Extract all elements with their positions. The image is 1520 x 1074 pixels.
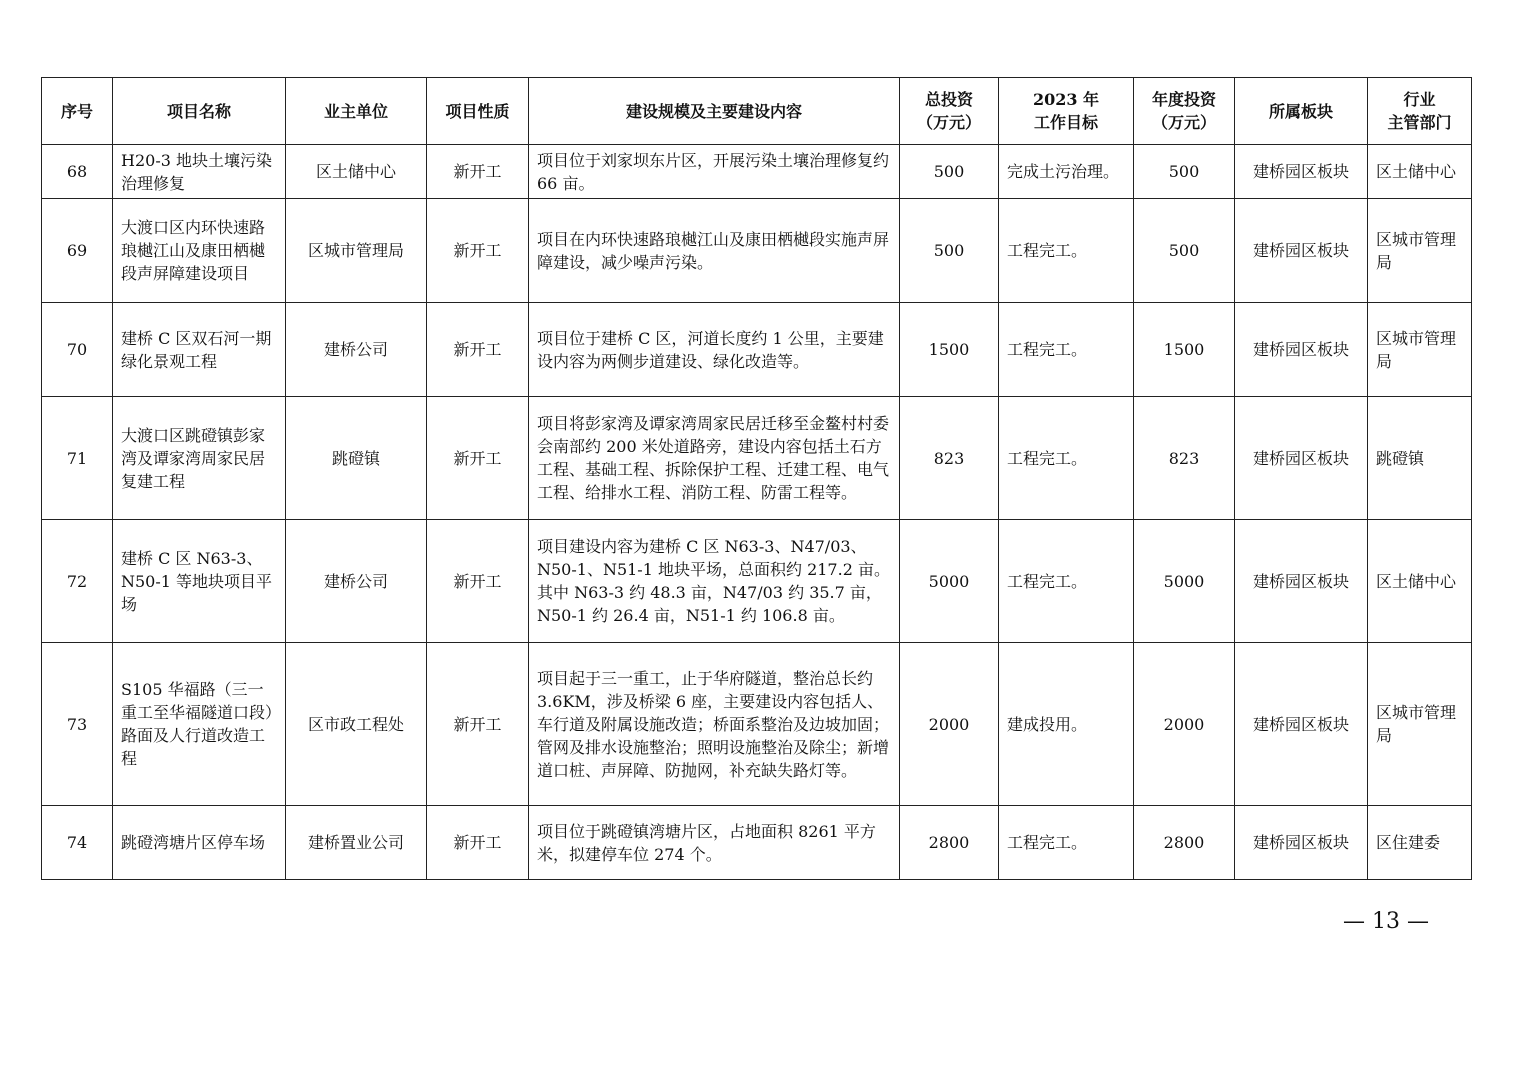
cell-seq: 72 [42,520,113,643]
cell-content: 项目在内环快速路琅樾江山及康田栖樾段实施声屏障建设，减少噪声污染。 [529,199,900,303]
cell-sector: 建桥园区板块 [1235,806,1368,880]
project-table [41,77,1472,880]
cell-sector: 建桥园区板块 [1235,303,1368,397]
cell-target: 建成投用。 [999,643,1134,806]
cell-sector: 建桥园区板块 [1235,520,1368,643]
cell-annual: 500 [1134,199,1235,303]
cell-annual: 5000 [1134,520,1235,643]
cell-target: 完成土污治理。 [999,145,1134,199]
cell-sector: 建桥园区板块 [1235,397,1368,520]
cell-name: 大渡口区跳磴镇彭家湾及谭家湾周家民居复建工程 [113,397,286,520]
header-department: 行业 主管部门 [1368,78,1472,145]
cell-seq: 74 [42,806,113,880]
cell-nature: 新开工 [427,397,529,520]
cell-nature: 新开工 [427,806,529,880]
cell-annual: 823 [1134,397,1235,520]
cell-department: 区土储中心 [1368,520,1472,643]
cell-department: 区城市管理局 [1368,643,1472,806]
cell-total: 5000 [900,520,999,643]
cell-seq: 69 [42,199,113,303]
cell-total: 2800 [900,806,999,880]
cell-annual: 500 [1134,145,1235,199]
cell-owner: 区城市管理局 [286,199,427,303]
cell-name: 建桥 C 区 N63-3、N50-1 等地块项目平场 [113,520,286,643]
header-name: 项目名称 [113,78,286,145]
cell-name: 建桥 C 区双石河一期绿化景观工程 [113,303,286,397]
cell-target: 工程完工。 [999,199,1134,303]
table-row [42,199,1472,303]
cell-nature: 新开工 [427,520,529,643]
cell-total: 1500 [900,303,999,397]
cell-annual: 1500 [1134,303,1235,397]
cell-target: 工程完工。 [999,520,1134,643]
cell-content: 项目建设内容为建桥 C 区 N63-3、N47/03、N50-1、N51-1 地块平场，总面积约 217.2 亩。其中 N63-3 约 48.3 亩，N47/03 约 35.7 亩，N50-1 约 26.4 亩，N51-1 约 106.8 亩。 [529,520,900,643]
cell-department: 区土储中心 [1368,145,1472,199]
cell-seq: 73 [42,643,113,806]
cell-sector: 建桥园区板块 [1235,199,1368,303]
table-row [42,303,1472,397]
cell-total: 500 [900,145,999,199]
cell-total: 823 [900,397,999,520]
cell-name: 大渡口区内环快速路琅樾江山及康田栖樾段声屏障建设项目 [113,199,286,303]
cell-content: 项目将彭家湾及谭家湾周家民居迁移至金鳌村村委会南部约 200 米处道路旁，建设内容包括土石方工程、基础工程、拆除保护工程、迁建工程、电气工程、给排水工程、消防工程、防雷工程等。 [529,397,900,520]
cell-target: 工程完工。 [999,397,1134,520]
table-row [42,145,1472,199]
cell-seq: 68 [42,145,113,199]
cell-content: 项目位于建桥 C 区，河道长度约 1 公里，主要建设内容为两侧步道建设、绿化改造等。 [529,303,900,397]
header-total-investment: 总投资 （万元） [900,78,999,145]
table-row [42,397,1472,520]
table-header-row [42,78,1472,145]
cell-nature: 新开工 [427,145,529,199]
header-seq: 序号 [42,78,113,145]
cell-annual: 2000 [1134,643,1235,806]
cell-owner: 区市政工程处 [286,643,427,806]
cell-nature: 新开工 [427,303,529,397]
cell-seq: 71 [42,397,113,520]
cell-total: 500 [900,199,999,303]
cell-department: 区住建委 [1368,806,1472,880]
page-number: — 13 — [1343,909,1429,934]
cell-content: 项目位于跳磴镇湾塘片区，占地面积 8261 平方米，拟建停车位 274 个。 [529,806,900,880]
header-annual-investment: 年度投资 （万元） [1134,78,1235,145]
cell-annual: 2800 [1134,806,1235,880]
cell-sector: 建桥园区板块 [1235,643,1368,806]
cell-department: 区城市管理局 [1368,199,1472,303]
cell-content: 项目位于刘家坝东片区，开展污染土壤治理修复约 66 亩。 [529,145,900,199]
cell-owner: 跳磴镇 [286,397,427,520]
cell-owner: 建桥公司 [286,520,427,643]
cell-total: 2000 [900,643,999,806]
cell-department: 区城市管理局 [1368,303,1472,397]
cell-name: S105 华福路（三一重工至华福隧道口段）路面及人行道改造工程 [113,643,286,806]
header-target: 2023 年 工作目标 [999,78,1134,145]
header-nature: 项目性质 [427,78,529,145]
cell-target: 工程完工。 [999,303,1134,397]
cell-owner: 建桥置业公司 [286,806,427,880]
table-row [42,520,1472,643]
cell-content: 项目起于三一重工，止于华府隧道，整治总长约 3.6KM，涉及桥梁 6 座，主要建设内容包括人、车行道及附属设施改造；桥面系整治及边坡加固；管网及排水设施整治；照明设施整治及除尘；新增道口桩、声屏障、防抛网，补充缺失路灯等。 [529,643,900,806]
cell-owner: 区土储中心 [286,145,427,199]
cell-nature: 新开工 [427,199,529,303]
cell-nature: 新开工 [427,643,529,806]
cell-sector: 建桥园区板块 [1235,145,1368,199]
header-sector: 所属板块 [1235,78,1368,145]
cell-name: 跳磴湾塘片区停车场 [113,806,286,880]
cell-owner: 建桥公司 [286,303,427,397]
cell-seq: 70 [42,303,113,397]
table-row [42,806,1472,880]
cell-name: H20-3 地块土壤污染治理修复 [113,145,286,199]
header-owner: 业主单位 [286,78,427,145]
cell-department: 跳磴镇 [1368,397,1472,520]
cell-target: 工程完工。 [999,806,1134,880]
header-content: 建设规模及主要建设内容 [529,78,900,145]
table-row [42,643,1472,806]
